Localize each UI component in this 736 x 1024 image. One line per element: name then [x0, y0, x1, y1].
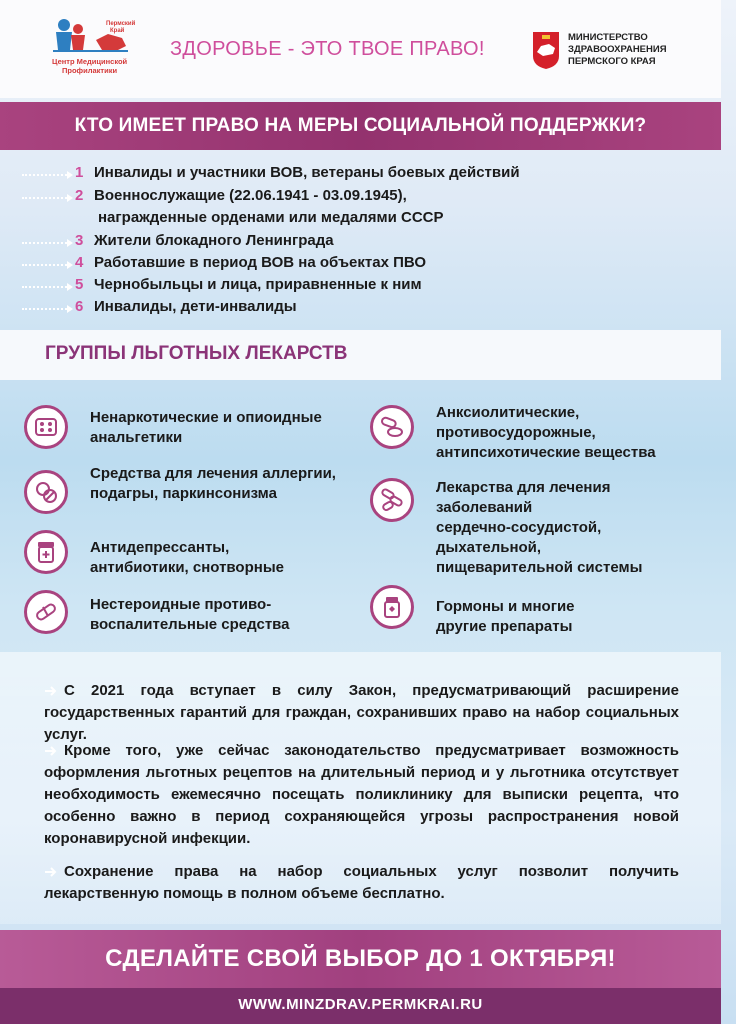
paragraph: С 2021 года вступает в силу Закон, предусматривающий расширение государственных гарантий для граждан, сохранивших право на набор социальных услуг. — [44, 682, 679, 743]
drug-line: другие препараты — [436, 618, 573, 635]
list-item-continuation — [0, 209, 721, 231]
drug-line: Гормоны и многие — [436, 598, 575, 615]
ministry-line: ЗДРАВООХРАНЕНИЯ — [568, 44, 667, 55]
drug-line: Ненаркотические и опиоидные — [90, 409, 322, 426]
ministry-name — [568, 32, 708, 68]
paragraph: Сохранение права на набор социальных услуг позволит получить лекарственную помощь в полном объеме бесплатно. — [44, 863, 679, 902]
perm-krai-emblem-icon — [531, 30, 561, 70]
drug-line: Лекарства для лечения — [436, 479, 611, 496]
drug-line: противосудорожные, — [436, 424, 596, 441]
header — [0, 0, 721, 98]
drug-line: Средства для лечения аллергии, — [90, 465, 336, 482]
item-text: Жители блокадного Ленинграда — [94, 232, 334, 249]
pill-blister-icon — [24, 405, 68, 449]
drug-line: анальгетики — [90, 429, 183, 446]
capsule-icon — [24, 590, 68, 634]
info-section — [0, 652, 721, 924]
item-number: 6 — [75, 298, 84, 315]
drug-line: дыхательной, — [436, 539, 542, 556]
logo-line-1: Пермский — [106, 21, 136, 27]
item-text-continued: награжденные орденами или медалями СССР — [98, 209, 444, 226]
medical-prevention-center-logo — [52, 16, 136, 80]
eligibility-list — [0, 160, 721, 320]
drug-group-text — [90, 538, 370, 578]
item-text: Работавшие в период ВОВ на объектах ПВО — [94, 254, 426, 271]
list-item — [0, 276, 721, 298]
dotted-arrow-icon — [22, 264, 70, 266]
item-number: 4 — [75, 254, 84, 271]
drug-line: Анксиолитические, — [436, 404, 580, 421]
drug-line: пищеварительной системы — [436, 559, 643, 576]
groups-title: ГРУППЫ ЛЬГОТНЫХ ЛЕКАРСТВ — [45, 343, 348, 364]
pills-icon — [24, 470, 68, 514]
item-text: Инвалиды, дети-инвалиды — [94, 298, 297, 315]
drug-line: антипсихотические вещества — [436, 444, 656, 461]
list-item — [0, 298, 721, 320]
groups-header — [0, 330, 721, 380]
item-number: 2 — [75, 187, 84, 204]
drug-group-text — [436, 597, 736, 637]
pill-bottle-icon — [24, 530, 68, 574]
medicine-jar-icon — [370, 585, 414, 629]
item-number: 1 — [75, 164, 84, 181]
logo-line-2: Край — [110, 28, 125, 34]
drug-line: сердечно-сосудистой, — [436, 519, 602, 536]
list-item — [0, 232, 721, 254]
eligibility-title: КТО ИМЕЕТ ПРАВО НА МЕРЫ СОЦИАЛЬНОЙ ПОДДЕРЖКИ? — [0, 102, 721, 150]
item-number: 3 — [75, 232, 84, 249]
dotted-arrow-icon — [22, 242, 70, 244]
drug-line: Антидепрессанты, — [90, 539, 230, 556]
drug-line: заболеваний — [436, 499, 533, 516]
dotted-arrow-icon — [22, 308, 70, 310]
call-to-action: СДЕЛАЙТЕ СВОЙ ВЫБОР ДО 1 ОКТЯБРЯ! — [0, 930, 721, 988]
drug-group-text — [436, 403, 736, 463]
capsule-tablet-icon — [370, 405, 414, 449]
drug-group-text — [90, 595, 370, 635]
item-text: Военнослужащие (22.06.1941 - 03.09.1945), — [94, 187, 407, 204]
dotted-arrow-icon — [22, 286, 70, 288]
item-text: Чернобыльцы и лица, приравненные к ним — [94, 276, 422, 293]
ministry-line: ПЕРМСКОГО КРАЯ — [568, 56, 656, 67]
list-item — [0, 164, 721, 186]
item-text: Инвалиды и участники ВОВ, ветераны боевых действий — [94, 164, 520, 181]
slogan: ЗДОРОВЬЕ - ЭТО ТВОЕ ПРАВО! — [170, 38, 485, 60]
drug-group-text — [436, 478, 736, 578]
item-number: 5 — [75, 276, 84, 293]
capsules-icon — [370, 478, 414, 522]
drug-group-text — [90, 464, 370, 504]
footer-url[interactable]: WWW.MINZDRAV.PERMKRAI.RU — [0, 988, 721, 1024]
dotted-arrow-icon — [22, 174, 70, 176]
dotted-arrow-icon — [22, 197, 70, 199]
paragraph: Кроме того, уже сейчас законодательство предусматривает возможность оформления льготных рецептов на длительный период и у льготника отсутствует необходимость ежемесячно посещать поликлинику для выписки рецепта, что особенно важно в период сохраняющейся угрозы распространения новой коронавирусной инфекции. — [44, 742, 679, 847]
drug-line: антибиотики, снотворные — [90, 559, 284, 576]
drug-line: Нестероидные противо- — [90, 596, 272, 613]
drug-line: воспалительные средства — [90, 616, 290, 633]
list-item — [0, 254, 721, 276]
ministry-line: МИНИСТЕРСТВО — [568, 32, 648, 43]
logo-line-4: Профилактики — [62, 66, 118, 75]
list-item — [0, 187, 721, 209]
drug-line: подагры, паркинсонизма — [90, 485, 277, 502]
drug-group-text — [90, 408, 370, 448]
logo-line-3: Центр Медицинской — [52, 57, 128, 66]
